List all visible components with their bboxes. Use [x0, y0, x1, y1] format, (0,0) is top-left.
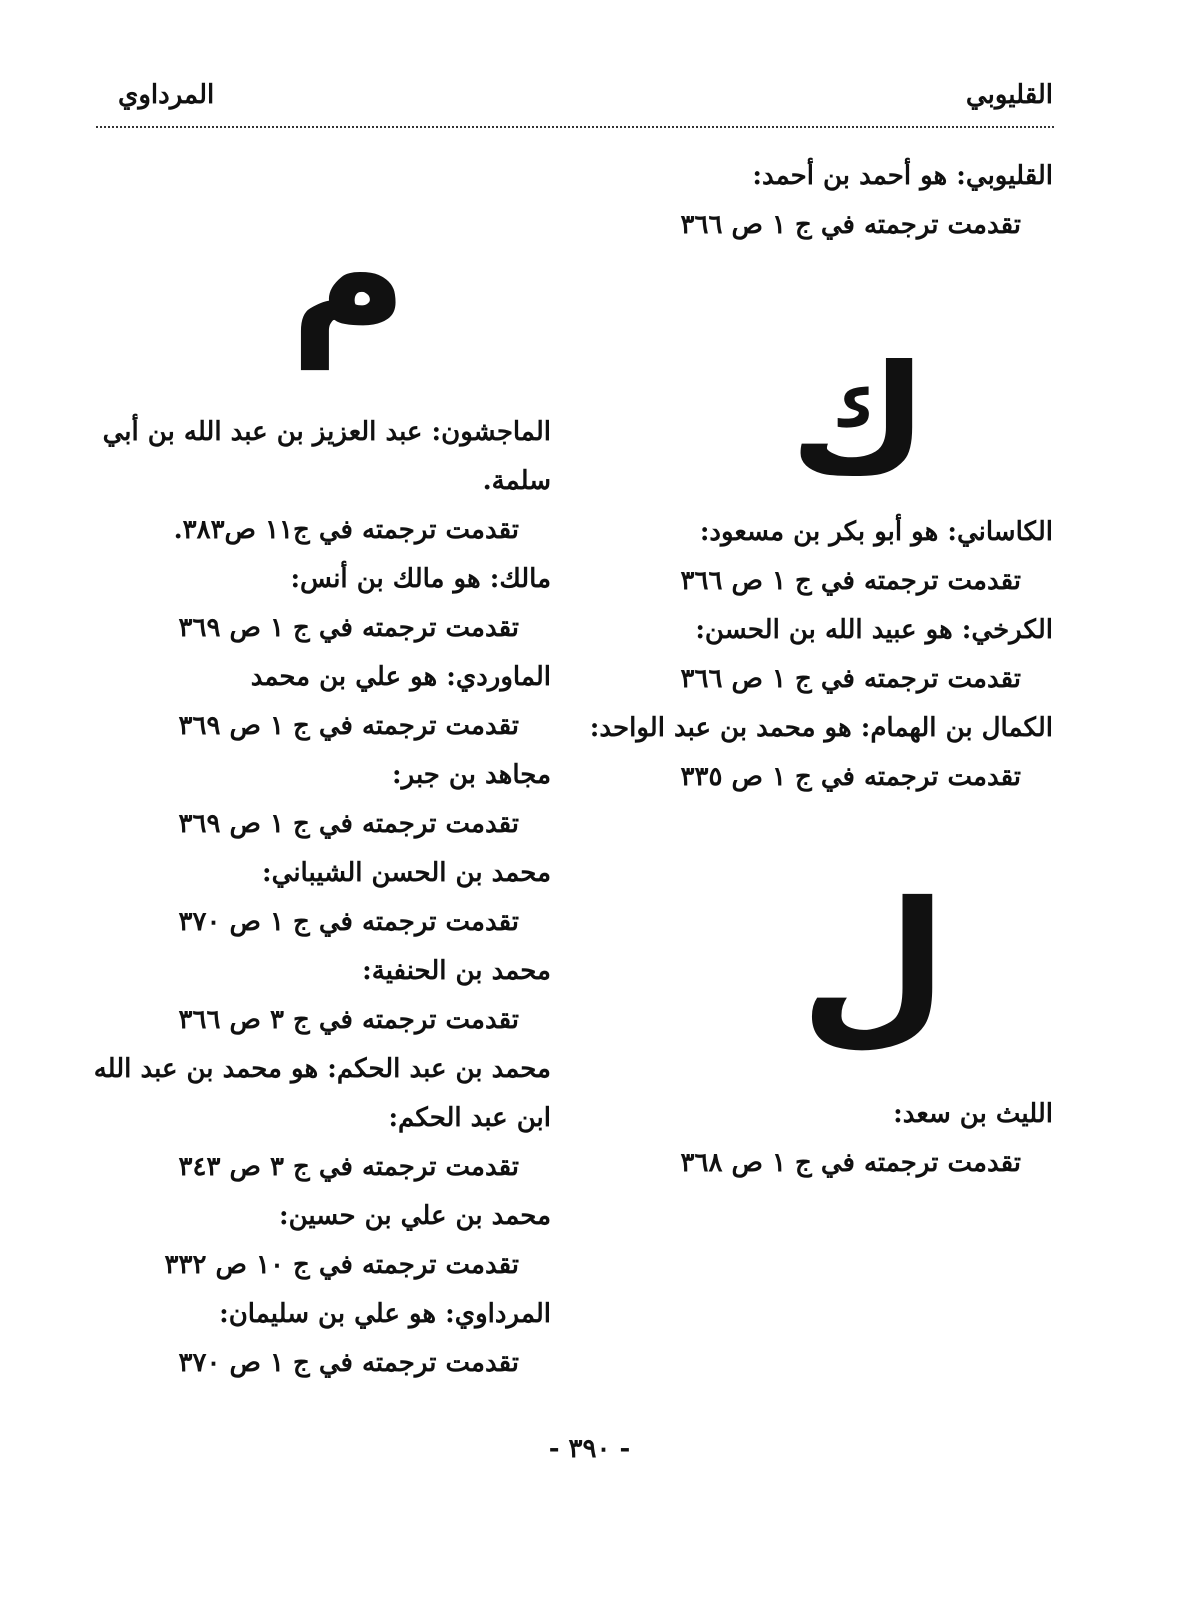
entry-ref-qalyubi: تقدمت ترجمته في ج ١ ص ٣٦٦ — [680, 210, 1021, 240]
entry-title-kasani: الكاساني: هو أبو بكر بن مسعود: — [699, 517, 1053, 547]
right-column-kaf-section — [589, 508, 1053, 802]
entry-title-mawardi: الماوردي: هو علي بن محمد — [250, 662, 551, 692]
entry-title-ali-husayn: محمد بن علي بن حسين: — [279, 1201, 551, 1231]
entry-title-mardawi: المرداوي: هو علي بن سليمان: — [219, 1299, 551, 1329]
entry-ref-kasani: تقدمت ترجمته في ج ١ ص ٣٦٦ — [680, 566, 1021, 596]
entry-title-karkhi: الكرخي: هو عبيد الله بن الحسن: — [695, 615, 1053, 645]
entry-ref-malik: تقدمت ترجمته في ج ١ ص ٣٦٩ — [178, 613, 519, 643]
entry-ref-mardawi: تقدمت ترجمته في ج ١ ص ٣٧٠ — [178, 1348, 519, 1378]
entry-title-malik: مالك: هو مالك بن أنس: — [290, 564, 551, 594]
running-head-right: القليوبي — [965, 80, 1053, 110]
section-letter-mim: م — [290, 182, 408, 369]
entry-title-mujahid: مجاهد بن جبر: — [392, 760, 551, 790]
entry-ref-kamal: تقدمت ترجمته في ج ١ ص ٣٣٥ — [680, 762, 1021, 792]
entry-title-hanafiyya: محمد بن الحنفية: — [362, 956, 551, 986]
entry-ref-shaybani: تقدمت ترجمته في ج ١ ص ٣٧٠ — [178, 907, 519, 937]
section-letter-kaf: ك — [790, 334, 928, 508]
right-column-top — [613, 152, 1053, 250]
entry-ref-abd-hakam: تقدمت ترجمته في ج ٣ ص ٣٤٣ — [178, 1152, 519, 1182]
header-dotted-rule — [96, 126, 1054, 128]
entry-ref-ali-husayn: تقدمت ترجمته في ج ١٠ ص ٣٣٢ — [164, 1250, 519, 1280]
entry-ref-mawardi: تقدمت ترجمته في ج ١ ص ٣٦٩ — [178, 711, 519, 741]
entry-ref-mujahid: تقدمت ترجمته في ج ١ ص ٣٦٩ — [178, 809, 519, 839]
left-column-mim-section — [51, 408, 551, 1388]
entry-ref-karkhi: تقدمت ترجمته في ج ١ ص ٣٦٦ — [680, 664, 1021, 694]
entry-title-kamal: الكمال بن الهمام: هو محمد بن عبد الواحد: — [589, 713, 1053, 743]
page-number: - ٣٩٠ - — [548, 1434, 631, 1464]
entry-title-layth: الليث بن سعد: — [893, 1099, 1053, 1129]
right-column-lam-section — [613, 1090, 1053, 1188]
entry-title-qalyubi: القليوبي: هو أحمد بن أحمد: — [752, 161, 1053, 191]
entry-ref-majishun: تقدمت ترجمته في ج١١ ص٣٨٣. — [173, 515, 519, 545]
entry-title-abd-hakam: محمد بن عبد الحكم: هو محمد بن عبد الله ابن عبد الحكم: — [93, 1054, 551, 1133]
entry-ref-hanafiyya: تقدمت ترجمته في ج ٣ ص ٣٦٦ — [178, 1005, 519, 1035]
entry-title-shaybani: محمد بن الحسن الشيباني: — [262, 858, 551, 888]
entry-title-majishun: الماجشون: عبد العزيز بن عبد الله بن أبي سلمة. — [102, 417, 551, 496]
running-head-left: المرداوي — [118, 80, 215, 110]
entry-ref-layth: تقدمت ترجمته في ج ١ ص ٣٦٨ — [680, 1148, 1021, 1178]
section-letter-lam: ل — [800, 866, 948, 1064]
